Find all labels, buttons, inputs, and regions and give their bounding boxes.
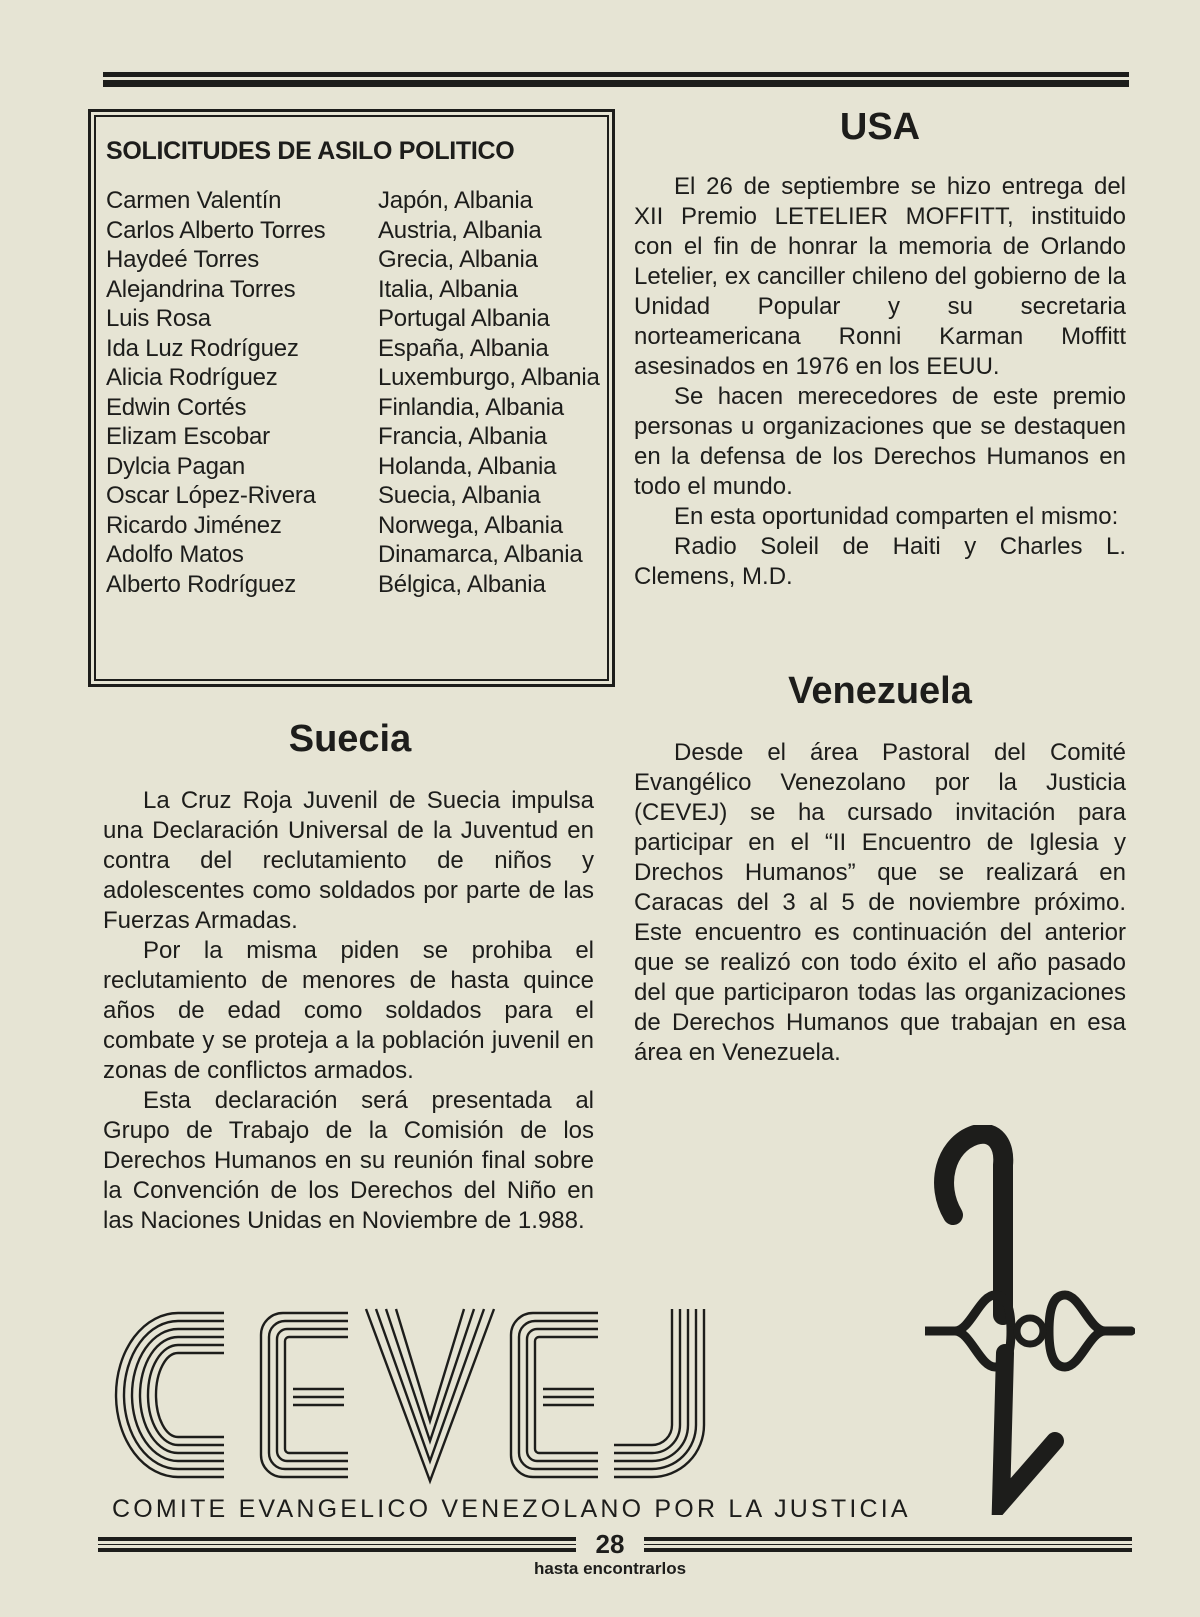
footer-rule-left xyxy=(98,1537,576,1552)
usa-paragraph: Radio Soleil de Haiti y Charles L. Clemens, M.D. xyxy=(634,533,1126,590)
asylum-row xyxy=(106,186,601,216)
top-rule xyxy=(103,72,1129,87)
asylum-row xyxy=(106,511,601,541)
asylum-row xyxy=(106,452,601,482)
suecia-heading: Suecia xyxy=(288,718,412,760)
asylum-row xyxy=(106,540,601,570)
asylum-country: Suecia, Albania xyxy=(378,482,541,509)
asylum-country: Holanda, Albania xyxy=(378,452,557,480)
usa-paragraph: En esta oportunidad comparten el mismo: xyxy=(674,503,1119,530)
asylum-country: España, Albania xyxy=(378,334,549,362)
asylum-name: Oscar López-Rivera xyxy=(106,482,316,509)
asylum-row xyxy=(106,245,601,275)
asylum-name: Haydeé Torres xyxy=(106,246,260,273)
logo-letter-e xyxy=(511,1313,598,1477)
asylum-row xyxy=(106,393,601,423)
asylum-country: Finlandia, Albania xyxy=(378,393,564,421)
asylum-name: Alejandrina Torres xyxy=(106,275,296,303)
asylum-row xyxy=(106,481,601,511)
asylum-name: Edwin Cortés xyxy=(106,393,247,421)
asylum-name: Dylcia Pagan xyxy=(106,452,246,480)
asylum-title: SOLICITUDES DE ASILO POLITICO xyxy=(106,137,515,165)
logo-letter-c xyxy=(116,1313,224,1477)
asylum-country: Bélgica, Albania xyxy=(378,570,546,598)
usa-paragraph: El 26 de septiembre se hizo entrega del XII Premio LETELIER MOFFITT, instituido con el fin de honrar la memoria de Orlando Letelier, ex canciller chileno del gobierno de la Unidad Popular y su secretaria norteamericana Ronni Karman Moffitt asesinados en 1976 en los EEUU. xyxy=(634,173,1126,380)
asylum-name: Alberto Rodríguez xyxy=(106,570,297,598)
page-number: 28 xyxy=(595,1529,625,1559)
asylum-row xyxy=(106,363,601,393)
asylum-name: Luis Rosa xyxy=(106,305,211,332)
asylum-list xyxy=(106,186,601,599)
asylum-country: Norwega, Albania xyxy=(378,511,563,539)
suecia-article xyxy=(103,786,594,1236)
footer-caption: hasta encontrarlos xyxy=(533,1559,687,1578)
asylum-country: Grecia, Albania xyxy=(378,246,538,273)
asylum-name: Alicia Rodríguez xyxy=(106,364,278,391)
asylum-row xyxy=(106,422,601,452)
asylum-row xyxy=(106,275,601,305)
asylum-name: Ida Luz Rodríguez xyxy=(106,334,299,362)
usa-heading: USA xyxy=(839,106,921,148)
venezuela-paragraph: Desde el área Pastoral del Comité Evangélico Venezolano por la Justicia (CEVEJ) se ha cursado invitación para participar en el “II Encuentro de Iglesia y Drechos Humanos” que se realizará en Caracas del 3 al 5 de noviembre próximo. Este encuentro es continuación del anterior que se realizó con todo éxito el año pasado del que participaron todas las organizaciones de Derechos Humanos que trabajan en esa área en Venezuela. xyxy=(634,739,1126,1066)
asylum-country: Dinamarca, Albania xyxy=(378,541,583,568)
asylum-country: Portugal Albania xyxy=(378,305,550,332)
suecia-paragraph: La Cruz Roja Juvenil de Suecia impulsa una Declaración Universal de la Juventud en contra del reclutamiento de niños y adolescentes como soldados por parte de las Fuerzas Armadas. xyxy=(103,787,594,934)
asylum-country: Austria, Albania xyxy=(378,216,542,244)
asylum-name: Elizam Escobar xyxy=(106,423,270,450)
asylum-row xyxy=(106,334,601,364)
suecia-paragraph: Esta declaración será presentada al Grupo de Trabajo de la Comisión de los Derechos Humanos en su reunión final sobre la Convención de los Derechos del Niño en las Naciones Unidas en Noviembre de 1.988. xyxy=(103,1087,594,1234)
asylum-name: Ricardo Jiménez xyxy=(106,511,282,539)
asylum-country: Francia, Albania xyxy=(378,423,547,450)
venezuela-article xyxy=(634,738,1126,1068)
cevej-tagline: COMITE EVANGELICO VENEZOLANO POR LA JUSTICIA xyxy=(112,1495,911,1523)
suecia-paragraph: Por la misma piden se prohiba el reclutamiento de menores de hasta quince años de edad como soldados para el combate y se proteja a la población juvenil en zonas de conflictos armados. xyxy=(103,937,594,1084)
asylum-country: Italia, Albania xyxy=(378,275,518,303)
asylum-name: Adolfo Matos xyxy=(106,541,244,568)
logo-letter-e xyxy=(261,1313,348,1477)
asylum-country: Luxemburgo, Albania xyxy=(378,364,600,391)
asylum-name: Carmen Valentín xyxy=(106,187,282,214)
logo-letter-j xyxy=(614,1309,704,1477)
asylum-row xyxy=(106,570,601,600)
asylum-country: Japón, Albania xyxy=(378,187,533,214)
venezuela-heading: Venezuela xyxy=(788,670,972,712)
usa-article xyxy=(634,172,1126,592)
usa-paragraph: Se hacen merecedores de este premio personas u organizaciones que se destaquen en la defensa de los Derechos Humanos en todo el mundo. xyxy=(634,383,1126,500)
asylum-box-inner xyxy=(94,115,609,681)
asylum-name: Carlos Alberto Torres xyxy=(106,216,326,244)
footer-rule-right xyxy=(644,1537,1132,1552)
cevej-emblem-icon xyxy=(925,1125,1135,1515)
logo-letter-v xyxy=(366,1309,494,1481)
asylum-box xyxy=(88,109,615,687)
asylum-row xyxy=(106,216,601,246)
asylum-row xyxy=(106,304,601,334)
cevej-logo xyxy=(108,1305,728,1485)
